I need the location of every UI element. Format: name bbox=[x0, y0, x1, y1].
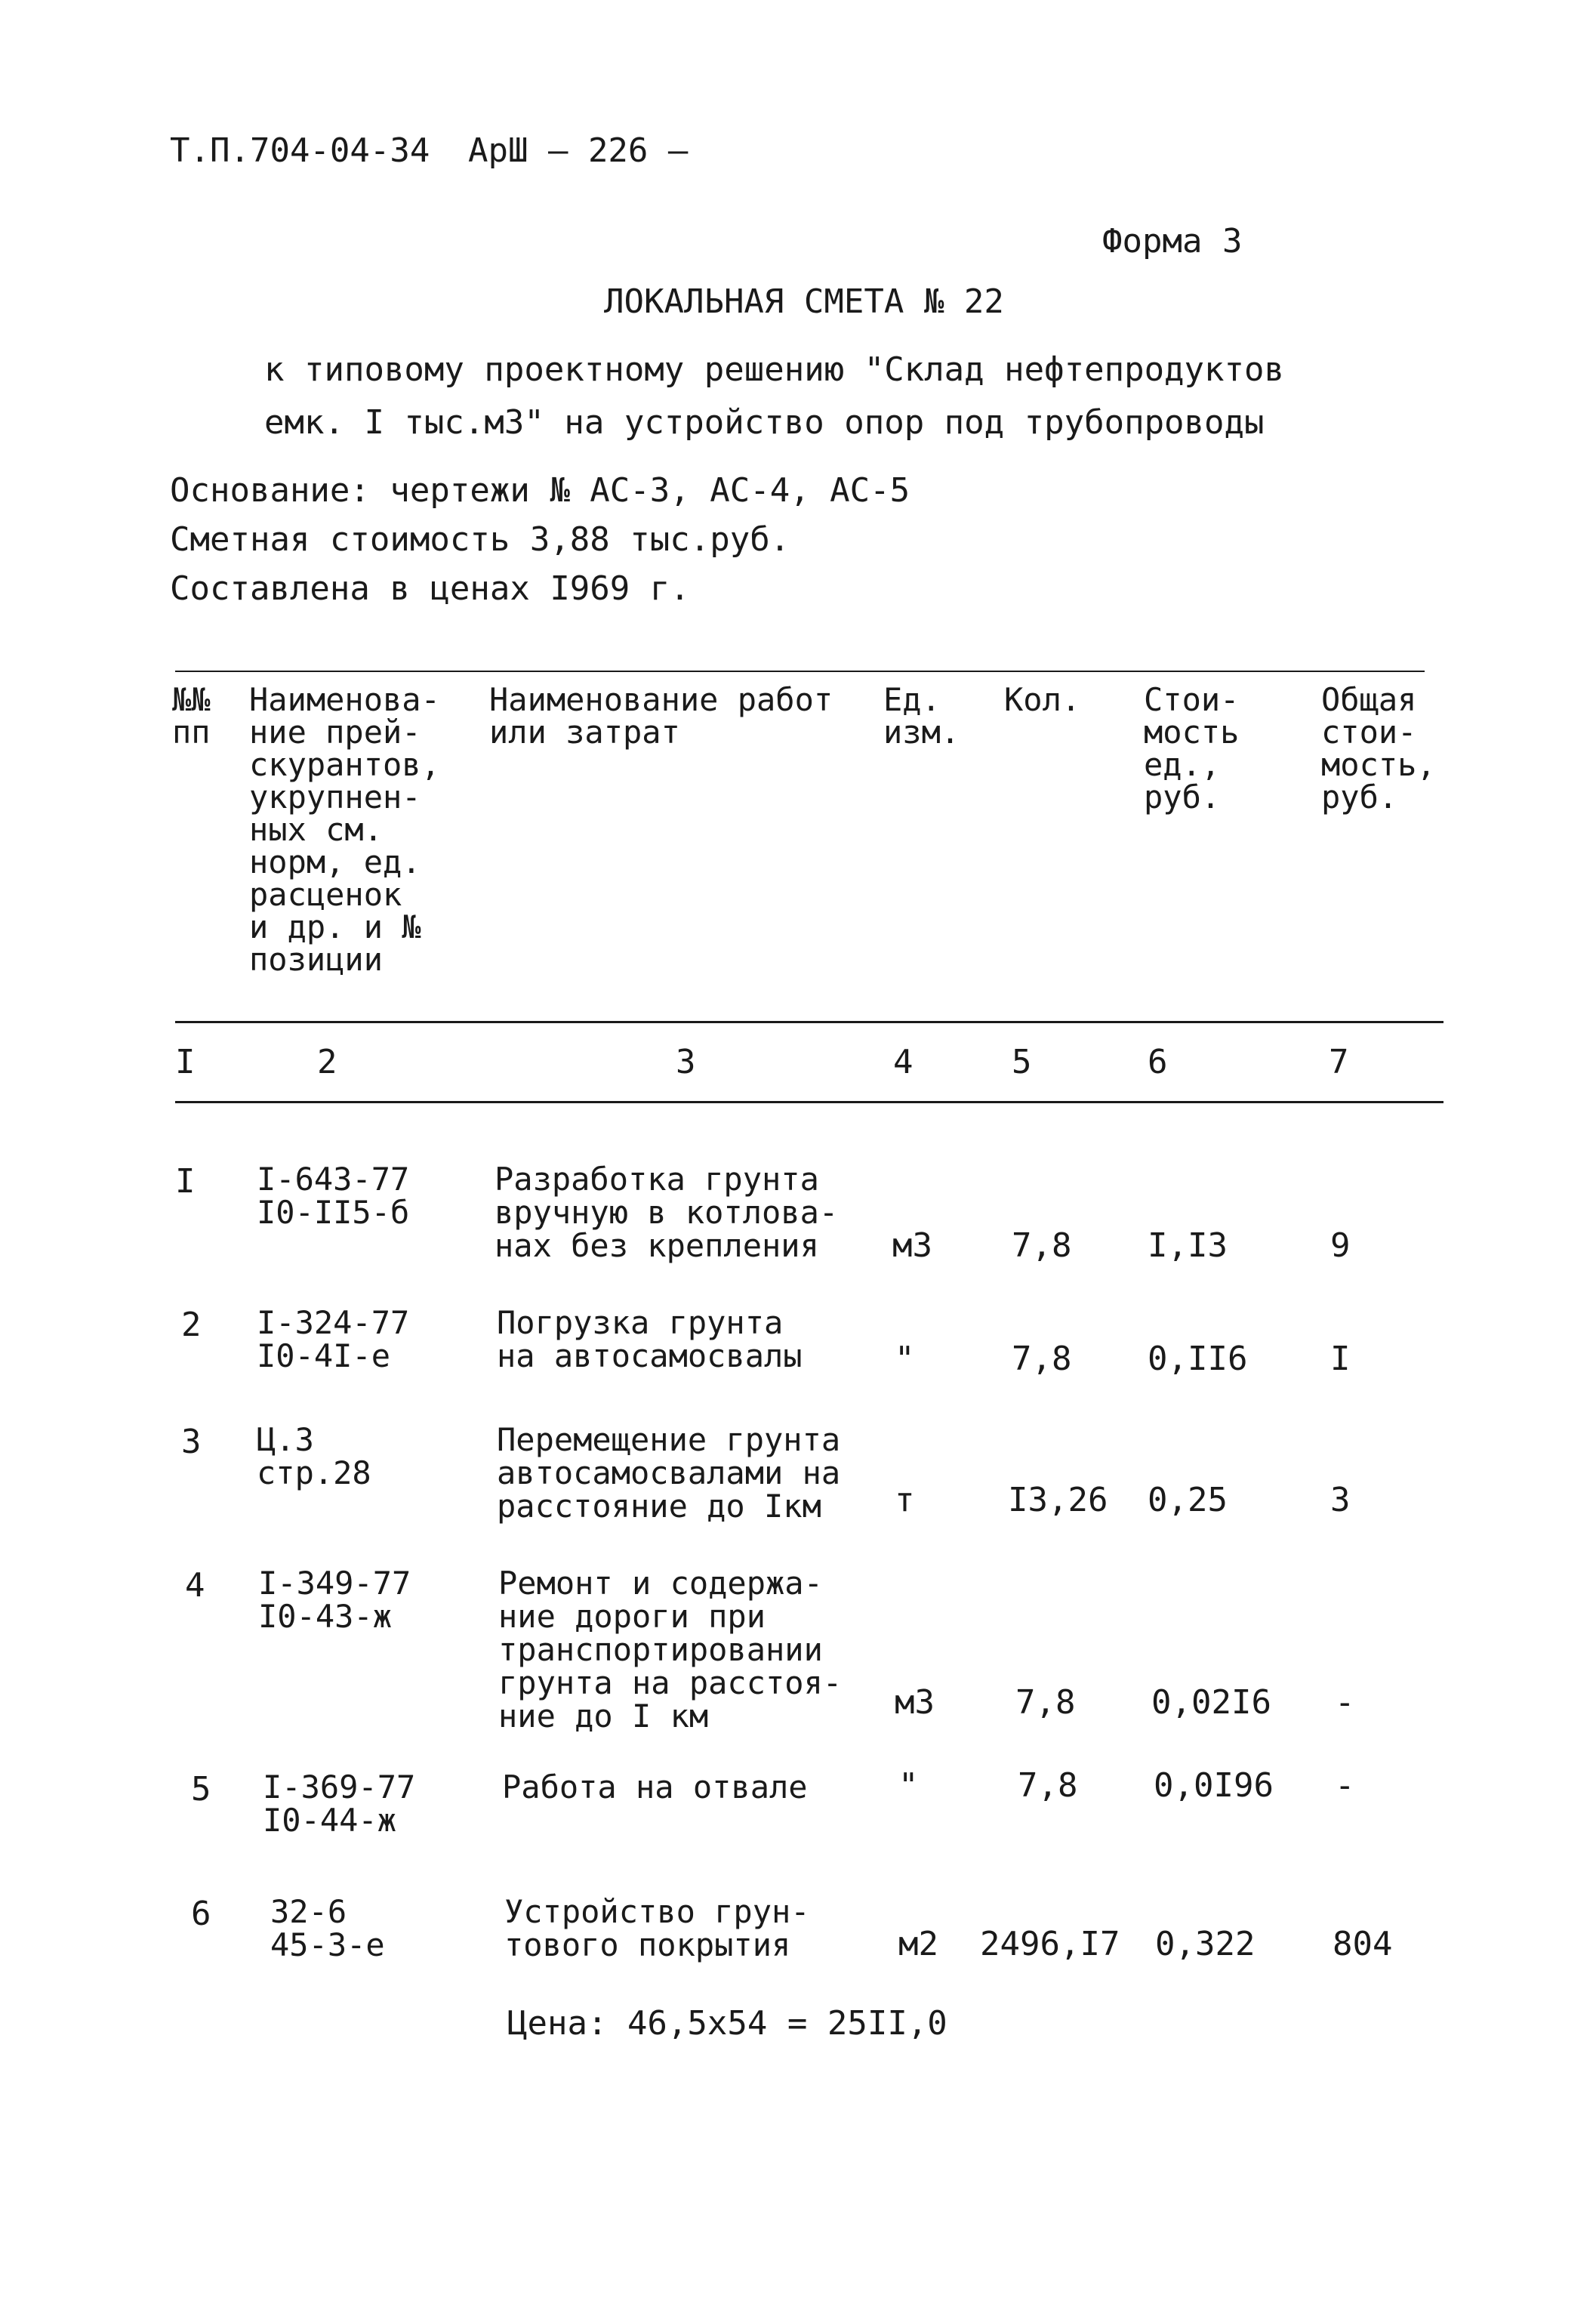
row-total: - bbox=[1335, 1683, 1355, 1722]
row-work-name: Перемещение грунта автосамосвалами на расстояние до Iкм bbox=[497, 1421, 841, 1525]
document-code: Т.П.704-04-34 bbox=[170, 131, 430, 170]
row-unit: м3 bbox=[895, 1683, 935, 1722]
row-code: I-369-77 I0-44-ж bbox=[263, 1769, 416, 1839]
col-number-4: 4 bbox=[893, 1043, 914, 1081]
row-total: - bbox=[1335, 1766, 1355, 1805]
row-work-name: Разработка грунта вручную в котлова- нах без крепления bbox=[495, 1161, 839, 1264]
row-qty: 7,8 bbox=[1012, 1226, 1072, 1265]
col-number-6: 6 bbox=[1148, 1043, 1168, 1081]
col-header-num: №№ пп bbox=[172, 681, 211, 751]
row-num: 2 bbox=[181, 1306, 202, 1344]
col-number-7: 7 bbox=[1329, 1043, 1349, 1081]
basis-line: Основание: чертежи № АС-3, АС-4, АС-5 bbox=[170, 471, 910, 510]
row-code: I-349-77 I0-43-ж bbox=[258, 1565, 411, 1635]
row-total: 804 bbox=[1333, 1925, 1393, 1963]
row-unit-cost: 0,25 bbox=[1148, 1481, 1228, 1519]
row-qty: I3,26 bbox=[1008, 1481, 1108, 1519]
price-note: Цена: 46,5х54 = 25II,0 bbox=[507, 2004, 947, 2043]
row-code: 32-6 45-3-е bbox=[270, 1893, 385, 1963]
row-num: 3 bbox=[181, 1423, 202, 1461]
row-unit: т bbox=[895, 1481, 915, 1519]
row-num: I bbox=[175, 1162, 196, 1201]
row-work-name: Устройство грун- тового покрытия bbox=[504, 1893, 810, 1963]
column-numbers-bottom-line bbox=[175, 1101, 1443, 1103]
row-work-name: Работа на отвале bbox=[502, 1769, 808, 1806]
col-number-5: 5 bbox=[1012, 1043, 1032, 1081]
row-unit: м2 bbox=[898, 1925, 938, 1963]
header-bottom-line bbox=[175, 1021, 1443, 1023]
col-header-work-name: Наименование работ или затрат bbox=[489, 681, 833, 751]
row-num: 5 bbox=[191, 1770, 211, 1809]
form-label: Форма 3 bbox=[1102, 222, 1243, 261]
table-top-line bbox=[175, 671, 1425, 672]
row-num: 4 bbox=[185, 1566, 205, 1605]
col-header-unit-cost: Стои- мость ед., руб. bbox=[1144, 681, 1240, 816]
row-qty: 7,8 bbox=[1015, 1683, 1076, 1722]
row-unit-cost: 0,02I6 bbox=[1151, 1683, 1271, 1722]
subtitle-line-2: емк. I тыс.м3" на устройство опор под трубопроводы bbox=[264, 403, 1265, 442]
row-code: I-643-77 I0-II5-б bbox=[257, 1161, 410, 1231]
sheet-number: АрШ – 226 – bbox=[468, 131, 689, 170]
row-code: Ц.3 стр.28 bbox=[257, 1421, 371, 1491]
row-qty: 7,8 bbox=[1012, 1340, 1072, 1378]
document-title: ЛОКАЛЬНАЯ СМЕТА № 22 bbox=[604, 282, 1004, 321]
row-total: 3 bbox=[1330, 1481, 1351, 1519]
row-total: 9 bbox=[1330, 1226, 1351, 1265]
row-unit-cost: 0,322 bbox=[1155, 1925, 1256, 1963]
row-num: 6 bbox=[191, 1895, 211, 1933]
row-total: I bbox=[1330, 1340, 1351, 1378]
subtitle-line-1: к типовому проектному решению "Склад нефтепродуктов bbox=[264, 350, 1285, 389]
col-header-qty: Кол. bbox=[1004, 681, 1081, 718]
row-work-name: Погрузка грунта на автосамосвалы bbox=[497, 1304, 803, 1374]
row-qty: 2496,I7 bbox=[980, 1925, 1120, 1963]
col-header-pricelist: Наименова- ние прей- скурантов, укрупнен- ных см. норм, ед. расценок и др. и № позиции bbox=[249, 681, 440, 978]
row-unit: " bbox=[895, 1340, 915, 1378]
row-unit-cost: 0,0I96 bbox=[1154, 1766, 1274, 1805]
row-work-name: Ремонт и содержа- ние дороги при транспортировании грунта на расстоя- ние до I км bbox=[498, 1565, 843, 1735]
col-number-2: 2 bbox=[317, 1043, 337, 1081]
row-unit-cost: I,I3 bbox=[1148, 1226, 1228, 1265]
row-unit: м3 bbox=[892, 1226, 932, 1265]
col-number-1: I bbox=[175, 1043, 196, 1081]
row-unit-cost: 0,II6 bbox=[1148, 1340, 1248, 1378]
row-qty: 7,8 bbox=[1018, 1766, 1078, 1805]
col-number-3: 3 bbox=[676, 1043, 696, 1081]
col-header-total-cost: Общая стои- мость, руб. bbox=[1321, 681, 1436, 816]
estimated-cost-line: Сметная стоимость 3,88 тыс.руб. bbox=[170, 520, 790, 559]
row-code: I-324-77 I0-4I-е bbox=[257, 1304, 410, 1374]
prices-year-line: Составлена в ценах I969 г. bbox=[170, 569, 690, 608]
row-unit: " bbox=[898, 1766, 919, 1805]
col-header-unit: Ед. изм. bbox=[883, 681, 960, 751]
